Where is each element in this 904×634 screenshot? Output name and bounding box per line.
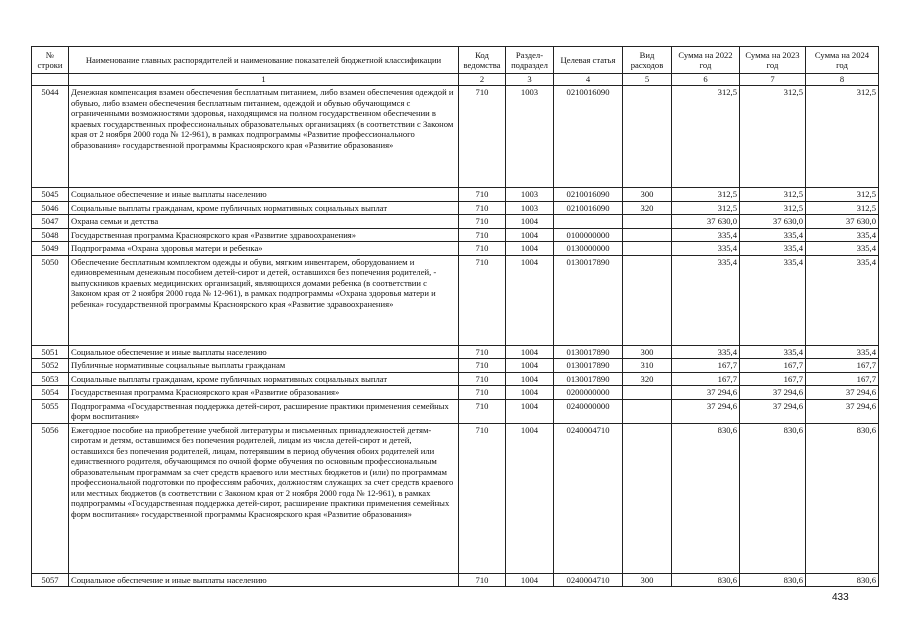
- table-row: [32, 345, 879, 359]
- row-name-cell: Социальные выплаты гражданам, кроме публичных нормативных социальных выплат: [69, 372, 459, 386]
- sum-2023-cell: 312,5: [740, 201, 806, 215]
- cs-cell: 0210016090: [554, 86, 623, 188]
- sum-2023-cell: 830,6: [740, 573, 806, 587]
- sum-2024-cell: 37 294,6: [806, 399, 879, 423]
- sum-2024-cell: 335,4: [806, 345, 879, 359]
- header-s2022: Сумма на 2022 год: [672, 47, 740, 74]
- row-number-cell: 5052: [32, 359, 69, 373]
- ved-cell: 710: [459, 359, 506, 373]
- sum-2023-cell: 335,4: [740, 345, 806, 359]
- cs-cell: 0130017890: [554, 372, 623, 386]
- sum-2024-cell: 312,5: [806, 188, 879, 202]
- cs-cell: 0130017890: [554, 345, 623, 359]
- table-row: [32, 86, 879, 188]
- table-row: [32, 372, 879, 386]
- vr-cell: 310: [623, 359, 672, 373]
- sum-2024-cell: 335,4: [806, 255, 879, 345]
- table-row: [32, 188, 879, 202]
- budget-table: [31, 46, 879, 587]
- row-name-cell: Обеспечение бесплатным комплектом одежды и обуви, мягким инвентарем, оборудованием и единовременным денежным пособием детей-сирот и детей, оставшихся без попечения родителей, - выпускников краевых медицинских организаций, являющихся домами ребенка (в соответствии с Законом края от 2 ноября 2000 года № 12-961), в рамках подпрограммы «Охрана здоровья матери и ребенка» государственной программы Красноярского края «Развитие здравоохранения»: [69, 255, 459, 345]
- cs-cell: 0130017890: [554, 255, 623, 345]
- row-name-cell: Публичные нормативные социальные выплаты гражданам: [69, 359, 459, 373]
- vr-cell: 300: [623, 345, 672, 359]
- row-number-cell: 5046: [32, 201, 69, 215]
- header-s2024: Сумма на 2024 год: [806, 47, 879, 74]
- ved-cell: 710: [459, 188, 506, 202]
- razd-cell: 1004: [506, 215, 554, 229]
- vr-cell: [623, 86, 672, 188]
- row-name-cell: Государственная программа Красноярского края «Развитие образования»: [69, 386, 459, 400]
- vr-cell: [623, 399, 672, 423]
- row-name-cell: Подпрограмма «Охрана здоровья матери и ребенка»: [69, 242, 459, 256]
- ved-cell: 710: [459, 242, 506, 256]
- row-number-cell: 5050: [32, 255, 69, 345]
- sum-2022-cell: 312,5: [672, 201, 740, 215]
- table-row: [32, 242, 879, 256]
- razd-cell: 1003: [506, 86, 554, 188]
- sum-2024-cell: 312,5: [806, 86, 879, 188]
- vr-cell: [623, 255, 672, 345]
- vr-cell: [623, 242, 672, 256]
- sum-2024-cell: 37 630,0: [806, 215, 879, 229]
- ved-cell: 710: [459, 399, 506, 423]
- column-number: 4: [554, 74, 623, 86]
- vr-cell: 320: [623, 201, 672, 215]
- sum-2024-cell: 335,4: [806, 228, 879, 242]
- sum-2023-cell: 37 294,6: [740, 386, 806, 400]
- ved-cell: 710: [459, 228, 506, 242]
- row-number-cell: 5047: [32, 215, 69, 229]
- column-number: 7: [740, 74, 806, 86]
- ved-cell: 710: [459, 255, 506, 345]
- cs-cell: 0200000000: [554, 386, 623, 400]
- sum-2022-cell: 830,6: [672, 423, 740, 573]
- sum-2023-cell: 167,7: [740, 359, 806, 373]
- razd-cell: 1004: [506, 345, 554, 359]
- sum-2022-cell: 167,7: [672, 359, 740, 373]
- row-number-cell: 5054: [32, 386, 69, 400]
- table-row: [32, 359, 879, 373]
- cs-cell: 0240004710: [554, 423, 623, 573]
- sum-2022-cell: 312,5: [672, 86, 740, 188]
- sum-2022-cell: 830,6: [672, 573, 740, 587]
- row-number-cell: 5051: [32, 345, 69, 359]
- table-body: [32, 86, 879, 587]
- row-name-cell: Социальное обеспечение и иные выплаты населению: [69, 188, 459, 202]
- razd-cell: 1003: [506, 201, 554, 215]
- column-number: 5: [623, 74, 672, 86]
- cs-cell: 0100000000: [554, 228, 623, 242]
- header-row-no: № строки: [32, 47, 69, 74]
- sum-2024-cell: 830,6: [806, 423, 879, 573]
- razd-cell: 1003: [506, 188, 554, 202]
- sum-2024-cell: 167,7: [806, 359, 879, 373]
- razd-cell: 1004: [506, 242, 554, 256]
- sum-2023-cell: 37 294,6: [740, 399, 806, 423]
- razd-cell: 1004: [506, 359, 554, 373]
- razd-cell: 1004: [506, 399, 554, 423]
- row-number-cell: 5045: [32, 188, 69, 202]
- ved-cell: 710: [459, 372, 506, 386]
- sum-2024-cell: 37 294,6: [806, 386, 879, 400]
- header-cs: Целевая статья: [554, 47, 623, 74]
- row-name-cell: Подпрограмма «Государственная поддержка детей-сирот, расширение практики применения семейных форм воспитания»: [69, 399, 459, 423]
- page-number: 433: [832, 592, 849, 603]
- header-row: [32, 47, 879, 74]
- column-number: 1: [69, 74, 459, 86]
- row-name-cell: Социальные выплаты гражданам, кроме публичных нормативных социальных выплат: [69, 201, 459, 215]
- razd-cell: 1004: [506, 573, 554, 587]
- sum-2022-cell: 335,4: [672, 255, 740, 345]
- table-row: [32, 573, 879, 587]
- row-number-cell: 5049: [32, 242, 69, 256]
- sum-2023-cell: 335,4: [740, 242, 806, 256]
- column-number: 6: [672, 74, 740, 86]
- cs-cell: 0130017890: [554, 359, 623, 373]
- column-number: [32, 74, 69, 86]
- sum-2022-cell: 312,5: [672, 188, 740, 202]
- table-row: [32, 215, 879, 229]
- vr-cell: [623, 215, 672, 229]
- sum-2024-cell: 312,5: [806, 201, 879, 215]
- header-ved: Код ведомства: [459, 47, 506, 74]
- column-number-row: [32, 74, 879, 86]
- table-row: [32, 228, 879, 242]
- sum-2022-cell: 335,4: [672, 345, 740, 359]
- ved-cell: 710: [459, 423, 506, 573]
- row-name-cell: Социальное обеспечение и иные выплаты населению: [69, 573, 459, 587]
- sum-2023-cell: 37 630,0: [740, 215, 806, 229]
- vr-cell: [623, 423, 672, 573]
- sum-2023-cell: 312,5: [740, 188, 806, 202]
- row-number-cell: 5044: [32, 86, 69, 188]
- row-name-cell: Охрана семьи и детства: [69, 215, 459, 229]
- cs-cell: [554, 215, 623, 229]
- vr-cell: 300: [623, 188, 672, 202]
- sum-2024-cell: 167,7: [806, 372, 879, 386]
- sum-2023-cell: 167,7: [740, 372, 806, 386]
- ved-cell: 710: [459, 86, 506, 188]
- row-number-cell: 5056: [32, 423, 69, 573]
- table-row: [32, 423, 879, 573]
- row-name-cell: Денежная компенсация взамен обеспечения бесплатным питанием, либо взамен обеспечения одеждой и обувью, либо взамен обеспечения бесплатным питанием, одеждой и обувью обучающимся с ограниченными возможностями здоровья, находящимся на полном государственном обеспечении в краевых государственных профессиональных образовательных организациях (в соответствии с Законом края от 2 ноября 2000 года № 12-961), в рамках подпрограммы «Развитие профессионального образования» государственной программы Красноярского края «Развитие образования»: [69, 86, 459, 188]
- sum-2023-cell: 335,4: [740, 228, 806, 242]
- vr-cell: 320: [623, 372, 672, 386]
- row-number-cell: 5055: [32, 399, 69, 423]
- ved-cell: 710: [459, 573, 506, 587]
- column-number: 2: [459, 74, 506, 86]
- sum-2022-cell: 167,7: [672, 372, 740, 386]
- column-number: 3: [506, 74, 554, 86]
- razd-cell: 1004: [506, 386, 554, 400]
- sum-2023-cell: 335,4: [740, 255, 806, 345]
- sum-2024-cell: 830,6: [806, 573, 879, 587]
- cs-cell: 0210016090: [554, 188, 623, 202]
- razd-cell: 1004: [506, 423, 554, 573]
- table-row: [32, 255, 879, 345]
- row-number-cell: 5053: [32, 372, 69, 386]
- cs-cell: 0210016090: [554, 201, 623, 215]
- header-vr: Вид расходов: [623, 47, 672, 74]
- ved-cell: 710: [459, 386, 506, 400]
- sum-2022-cell: 335,4: [672, 242, 740, 256]
- ved-cell: 710: [459, 345, 506, 359]
- razd-cell: 1004: [506, 228, 554, 242]
- row-number-cell: 5057: [32, 573, 69, 587]
- razd-cell: 1004: [506, 255, 554, 345]
- column-number: 8: [806, 74, 879, 86]
- table-row: [32, 399, 879, 423]
- vr-cell: [623, 228, 672, 242]
- cs-cell: 0130000000: [554, 242, 623, 256]
- row-number-cell: 5048: [32, 228, 69, 242]
- sum-2022-cell: 335,4: [672, 228, 740, 242]
- razd-cell: 1004: [506, 372, 554, 386]
- row-name-cell: Государственная программа Красноярского края «Развитие здравоохранения»: [69, 228, 459, 242]
- ved-cell: 710: [459, 201, 506, 215]
- row-name-cell: Социальное обеспечение и иные выплаты населению: [69, 345, 459, 359]
- header-name: Наименование главных распорядителей и наименование показателей бюджетной классификации: [69, 47, 459, 74]
- vr-cell: 300: [623, 573, 672, 587]
- sum-2022-cell: 37 630,0: [672, 215, 740, 229]
- cs-cell: 0240004710: [554, 573, 623, 587]
- table-row: [32, 386, 879, 400]
- vr-cell: [623, 386, 672, 400]
- ved-cell: 710: [459, 215, 506, 229]
- header-razd: Раздел-подраздел: [506, 47, 554, 74]
- row-name-cell: Ежегодное пособие на приобретение учебной литературы и письменных принадлежностей детям-сиротам и детям, оставшимся без попечения родителей, лицам из числа детей-сирот и детей, оставшихся без попечения родителей, лицам, потерявшим в период обучения обоих родителей или единственного родителя, обучающимся по очной форме обучения по основным профессиональным образовательным программам за счет средств краевого или местных бюджетов и (или) по программам профессиональной подготовки по профессиям рабочих, должностям служащих за счет средств краевого или местных бюджетов (в соответствии с Законом края от 2 ноября 2000 года № 12-961), в рамках подпрограммы «Государственная поддержка детей-сирот, расширение практики применения семейных форм воспитания» государственной программы Красноярского края «Развитие образования»: [69, 423, 459, 573]
- sum-2022-cell: 37 294,6: [672, 399, 740, 423]
- sum-2022-cell: 37 294,6: [672, 386, 740, 400]
- sum-2023-cell: 312,5: [740, 86, 806, 188]
- header-s2023: Сумма на 2023 год: [740, 47, 806, 74]
- sum-2024-cell: 335,4: [806, 242, 879, 256]
- sum-2023-cell: 830,6: [740, 423, 806, 573]
- table-row: [32, 201, 879, 215]
- cs-cell: 0240000000: [554, 399, 623, 423]
